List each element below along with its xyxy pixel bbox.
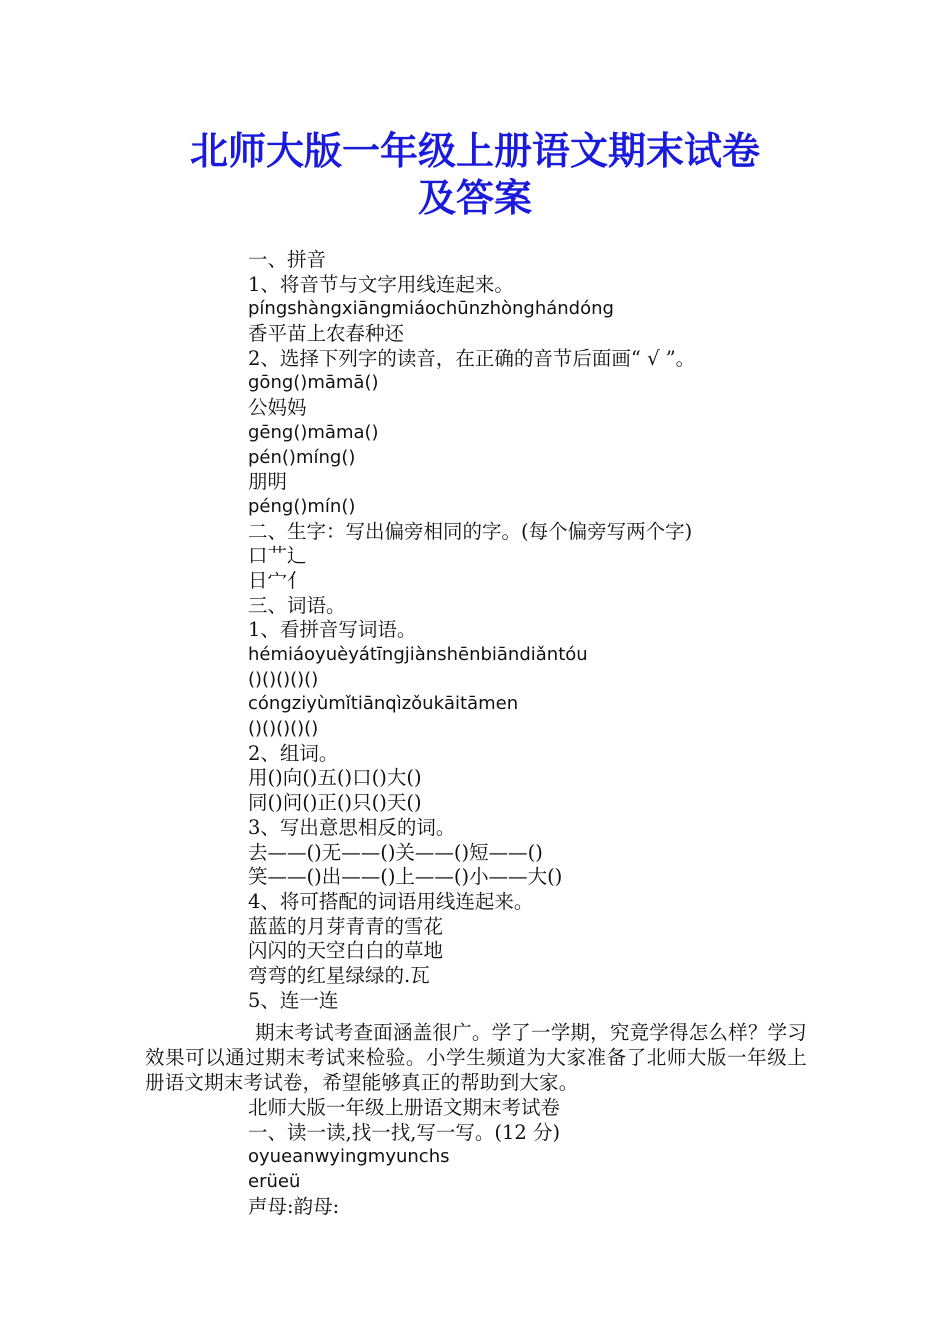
text-line: hémiáoyuèyátīngjiànshēnbiāndiǎntóu: [248, 644, 588, 665]
intro-paragraph: 期末考试考查面涵盖很广。学了一学期，究竟学得怎么样？学习效果可以通过期末考试来检验。小学生频道为大家准备了北师大版一年级上册语文期末考试卷，希望能够真正的帮助到大家。: [145, 1021, 807, 1094]
text-line: 朋明: [248, 470, 288, 494]
title-line-2: 及答案: [417, 176, 532, 220]
text-line: 5、连一连: [248, 988, 339, 1012]
text-line: 1、看拼音写词语。: [248, 618, 417, 642]
text-line: 口艹辶: [248, 544, 307, 568]
text-line: 闪闪的天空白白的草地: [248, 939, 444, 963]
document-title: [0, 128, 950, 222]
text-line: 蓝蓝的月芽青青的雪花: [248, 914, 444, 938]
text-line: pén()míng(): [248, 446, 356, 468]
text-line: 用()向()五()口()大(): [248, 766, 422, 790]
text-line: 1、将音节与文字用线连起来。: [248, 272, 514, 296]
text-line: 笑——()出——()上——()小——大(): [248, 865, 563, 889]
text-line: gēng()māma(): [248, 421, 379, 443]
text-line: oyueanwyingmyunchs: [248, 1146, 450, 1168]
text-line: 4、将可搭配的词语用线连起来。: [248, 889, 534, 913]
text-line: 香平苗上农春种还: [248, 322, 405, 346]
text-line: 3、写出意思相反的词。: [248, 815, 456, 839]
text-line: cóngziyùmǐtiānqìzǒukāitāmen: [248, 693, 519, 715]
title-line-1: 北师大版一年级上册语文期末试卷: [189, 129, 760, 173]
text-line: 公妈妈: [248, 396, 307, 420]
text-line: 同()问()正()只()天(): [248, 791, 422, 815]
text-line: 一、拼音: [248, 248, 327, 271]
text-line: 去——()无——()关——()短——(): [248, 840, 543, 864]
text-line: ()()()()(): [248, 718, 319, 740]
document-body-continued: [248, 1096, 808, 1219]
text-line: píngshàngxiāngmiáochūnzhònghándóng: [248, 298, 614, 320]
text-line: 一、读一读,找一找,写一写。(12 分): [248, 1120, 561, 1144]
text-line: 北师大版一年级上册语文期末考试卷: [248, 1096, 561, 1119]
text-line: 声母:韵母:: [248, 1194, 340, 1218]
document-body: [248, 248, 808, 1013]
text-line: péng()mín(): [248, 495, 356, 517]
text-line: 弯弯的红星绿绿的.瓦: [248, 963, 430, 987]
text-line: 日宀亻: [248, 568, 307, 592]
text-line: 2、选择下列字的读音，在正确的音节后面画“ √ ”。: [248, 346, 696, 370]
text-line: erüeü: [248, 1171, 301, 1193]
text-line: 二、生字：写出偏旁相同的字。(每个偏旁写两个字): [248, 519, 693, 543]
text-line: 三、词语。: [248, 593, 346, 617]
text-line: ()()()()(): [248, 668, 319, 690]
text-line: 2、组词。: [248, 741, 339, 765]
text-line: gōng()māmā(): [248, 372, 379, 394]
